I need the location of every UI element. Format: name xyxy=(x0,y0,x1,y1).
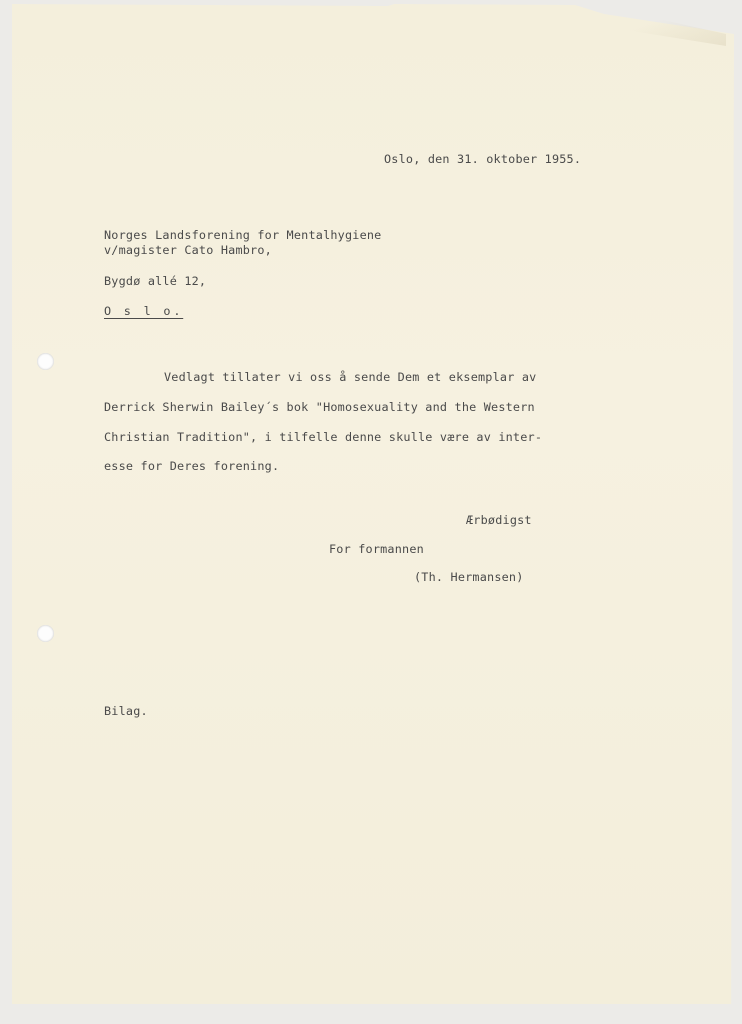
body-line-3: Christian Tradition", i tilfelle denne skulle være av inter- xyxy=(104,430,543,444)
recipient-city: O s l o. xyxy=(104,304,184,318)
body-line-1: Vedlagt tillater vi oss å sende Dem et eksemplar av xyxy=(164,370,537,384)
date-line: Oslo, den 31. oktober 1955. xyxy=(384,152,582,166)
letter-paper xyxy=(12,4,734,1004)
signature-name: (Th. Hermansen) xyxy=(414,570,524,584)
closing-salutation: Ærbødigst xyxy=(466,513,532,527)
punch-hole-top xyxy=(37,353,54,370)
punch-hole-bottom xyxy=(37,625,54,642)
recipient-attention: v/magister Cato Hambro, xyxy=(104,243,272,257)
recipient-street: Bygdø allé 12, xyxy=(104,274,207,288)
enclosure-note: Bilag. xyxy=(104,704,148,718)
recipient-organization: Norges Landsforening for Mentalhygiene xyxy=(104,228,382,242)
body-line-2: Derrick Sherwin Bailey´s bok "Homosexuality and the Western xyxy=(104,400,535,414)
body-line-4: esse for Deres forening. xyxy=(104,459,280,473)
on-behalf-line: For formannen xyxy=(329,542,424,556)
